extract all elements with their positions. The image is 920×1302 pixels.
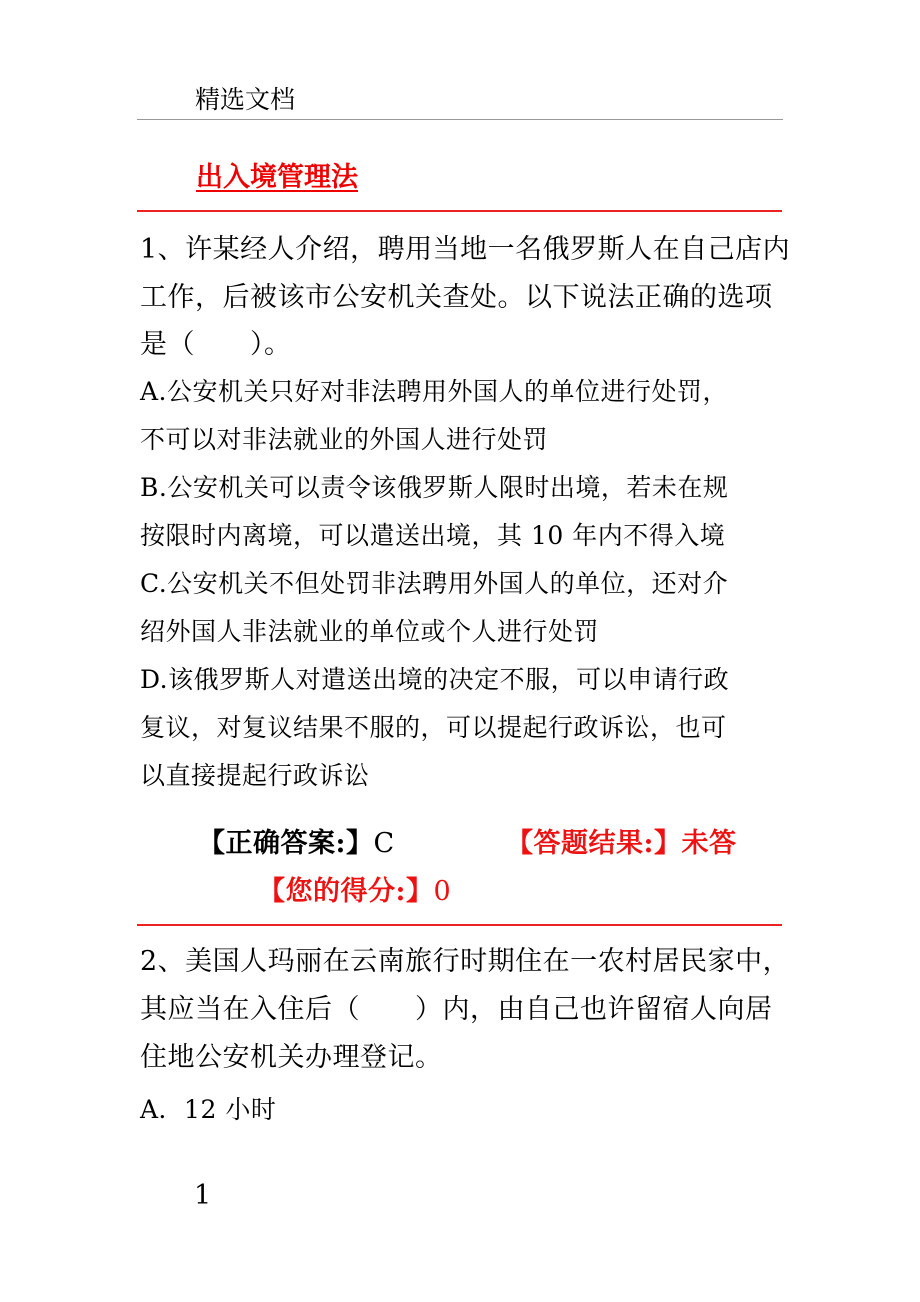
score-value: 0 <box>433 876 452 907</box>
option-d: D.该俄罗斯人对遣送出境的决定不服，可以申请行政 <box>140 665 730 694</box>
score <box>258 872 451 912</box>
option-b: B.公安机关可以责令该俄罗斯人限时出境，若未在规 <box>140 473 729 502</box>
correct-answer <box>198 824 395 864</box>
score-label: 【您的得分:】 <box>258 876 434 907</box>
question-text-line: 是（ ）。 <box>140 329 292 360</box>
option-d-cont: 以直接提起行政诉讼 <box>140 761 370 790</box>
option-c-cont: 绍外国人非法就业的单位或个人进行处罚 <box>140 617 600 646</box>
question-text-line: 工作，后被该市公安机关查处。以下说法正确的选项 <box>140 282 773 313</box>
option-a: A．12 小时 <box>140 1095 277 1124</box>
correct-answer-label: 【正确答案:】 <box>198 828 374 859</box>
option-a-cont: 不可以对非法就业的外国人进行处罚 <box>140 425 549 454</box>
option-c: C.公安机关不但处罚非法聘用外国人的单位，还对介 <box>140 569 729 598</box>
answer-result-label: 【答题结果:】 <box>506 828 682 859</box>
question-text-line: 2、美国人玛丽在云南旅行时期住在一农村居民家中， <box>140 946 791 977</box>
page-header: 精选文档 <box>195 85 296 114</box>
question-text-line: 1、许某经人介绍，聘用当地一名俄罗斯人在自己店内 <box>140 234 791 265</box>
header-divider <box>137 119 783 120</box>
correct-answer-value: C <box>373 828 395 859</box>
title-divider <box>137 210 782 212</box>
section-title: 出入境管理法 <box>196 162 358 193</box>
option-b-cont: 按限时内离境，可以遣送出境，其 10 年内不得入境 <box>140 521 726 550</box>
answer-result-value: 未答 <box>681 828 737 859</box>
answer-result <box>506 824 736 864</box>
option-a: A.公安机关只好对非法聘用外国人的单位进行处罚， <box>140 377 729 406</box>
question-text-line: 其应当在入住后（ ）内，由自己也许留宿人向居 <box>140 994 773 1025</box>
page-number: 1 <box>194 1180 212 1211</box>
option-d-cont: 复议，对复议结果不服的，可以提起行政诉讼，也可 <box>140 713 727 742</box>
question-divider <box>137 924 782 926</box>
question-text-line: 住地公安机关办理登记。 <box>140 1042 443 1073</box>
